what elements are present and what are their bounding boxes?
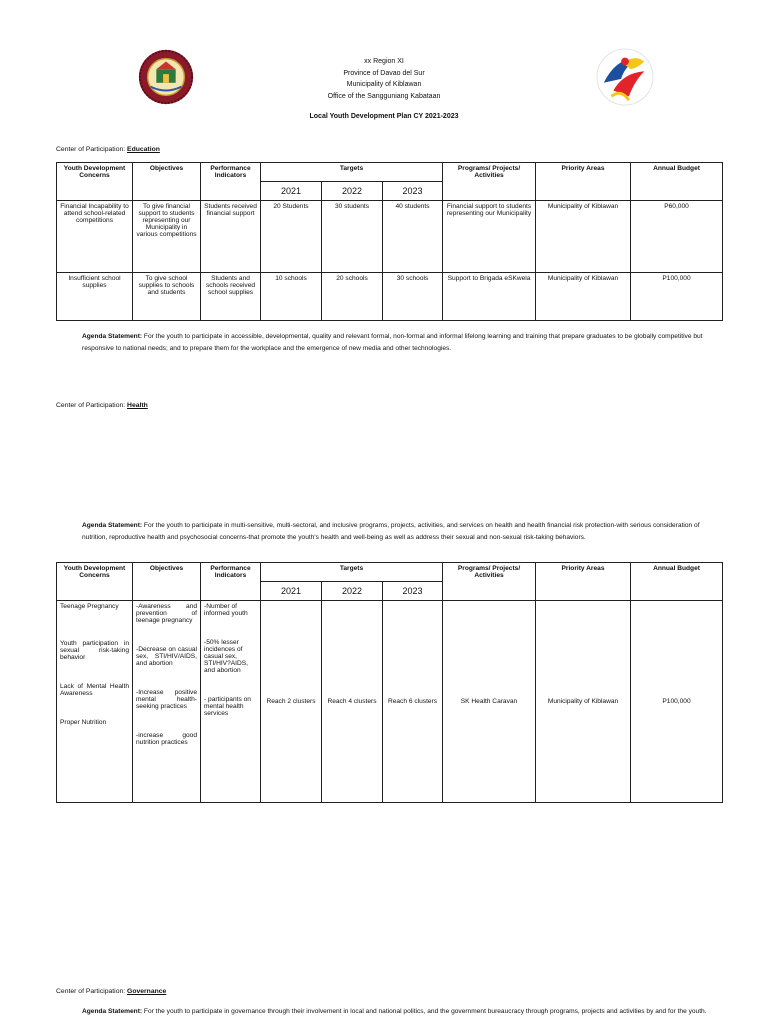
header-municipality: Municipality of Kiblawan: [346, 81, 422, 88]
col-objectives: Objectives: [133, 163, 201, 201]
col-budget: Annual Budget: [631, 563, 723, 601]
cell-target-2022: Reach 4 clusters: [322, 601, 383, 803]
cell-priority: Municipality of Kiblawan: [536, 201, 631, 273]
table-row: [57, 601, 723, 803]
cell-indicator: Students and schools received school supplies: [201, 273, 261, 321]
col-2022: 2022: [322, 582, 383, 601]
cell-budget: P60,000: [631, 201, 723, 273]
education-table: [56, 162, 723, 321]
col-indicators: Performance Indicators: [201, 563, 261, 601]
col-budget: Annual Budget: [631, 163, 723, 201]
col-concerns: Youth Development Concerns: [57, 163, 133, 201]
header-province: Province of Davao del Sur: [343, 69, 425, 77]
objective-item: -Awareness and prevention of teenage pregnancy: [136, 603, 197, 624]
cell-program: Financial support to students representing our Municipality: [443, 201, 536, 273]
health-agenda: [82, 520, 722, 543]
table-row: [57, 273, 723, 321]
table-row: [57, 201, 723, 273]
cell-target-2023: 30 schools: [383, 273, 443, 321]
cell-indicators: [201, 601, 261, 803]
cell-target-2021: 20 Students: [261, 201, 322, 273]
cell-indicator: Students received financial support: [201, 201, 261, 273]
cell-program: Support to Brigada eSKwela: [443, 273, 536, 321]
col-targets: Targets: [261, 163, 443, 182]
cell-target-2021: 10 schools: [261, 273, 322, 321]
col-indicators: Performance Indicators: [201, 163, 261, 201]
indicator-item: -50% lesser incidences of casual sex, STI/HIV?AIDS, and abortion: [204, 639, 248, 674]
agenda-text: For the youth to participate in governance through their involvement in local and national politics, and the government bureaucracy through programs, projects and activities by and for the youth.: [143, 1008, 707, 1015]
col-2023: 2023: [383, 582, 443, 601]
col-programs: Programs/ Projects/ Activities: [443, 163, 536, 201]
objective-item: -increase good nutrition practices: [136, 732, 197, 746]
header-region: xx Region XI: [364, 58, 404, 65]
col-objectives: Objectives: [133, 563, 201, 601]
col-2023: 2023: [383, 182, 443, 201]
agenda-label: Agenda Statement:: [82, 522, 144, 529]
agenda-text: For the youth to participate in multi-sensitive, multi-sectoral, and inclusive programs, projects, activities, and services on health and health financial risk protection-with serious consideration of nutrition, reproductive health and psychosocial concerns-that promote the youth's health and well-being as well as address their sexual and non-sexual risk-taking behaviors.: [82, 522, 700, 541]
document-title: Local Youth Development Plan CY 2021-2023: [309, 113, 459, 120]
cell-target-2022: 20 schools: [322, 273, 383, 321]
table-header-row: [57, 163, 723, 182]
cell-budget: P100,000: [631, 601, 723, 803]
col-programs: Programs/ Projects/ Activities: [443, 563, 536, 601]
cell-concern: Insufficient school supplies: [57, 273, 133, 321]
cell-objectives: [133, 601, 201, 803]
center-health: [56, 402, 148, 409]
cop-label: Center of Participation:: [56, 988, 128, 995]
center-governance: [56, 988, 166, 995]
col-2021: 2021: [261, 582, 322, 601]
cop-name: Education: [127, 146, 160, 153]
cell-target-2023: 40 students: [383, 201, 443, 273]
cell-priority: Municipality of Kiblawan: [536, 601, 631, 803]
concern-item: Proper Nutrition: [60, 719, 107, 726]
objective-item: -Increase positive mental health-seeking practices: [136, 689, 197, 710]
col-concerns: Youth Development Concerns: [57, 563, 133, 601]
objective-item: -Decrease on casual sex, STI/HIV/AIDS, and abortion: [136, 646, 197, 667]
cell-program: SK Health Caravan: [443, 601, 536, 803]
table-header-row: [57, 563, 723, 582]
col-priority: Priority Areas: [536, 163, 631, 201]
concern-item: Youth participation in sexual risk-taking behavior: [60, 640, 129, 661]
cop-label: Center of Participation:: [56, 146, 128, 153]
concern-item: Teenage Pregnancy: [60, 603, 119, 610]
cell-concerns: [57, 601, 133, 803]
cop-label: Center of Participation:: [56, 402, 128, 409]
col-2021: 2021: [261, 182, 322, 201]
cell-objective: To give financial support to students representing our Municipality in various competitions: [133, 201, 201, 273]
cell-objective: To give school supplies to schools and students: [133, 273, 201, 321]
governance-agenda: [82, 1006, 722, 1018]
cop-name: Governance: [127, 988, 167, 995]
cell-priority: Municipality of Kiblawan: [536, 273, 631, 321]
concern-item: Lack of Mental Health Awareness: [60, 683, 129, 697]
col-targets: Targets: [261, 563, 443, 582]
center-education: [56, 146, 160, 153]
agenda-label: Agenda Statement:: [82, 333, 144, 340]
agenda-label: Agenda Statement:: [82, 1008, 144, 1015]
cop-name: Health: [127, 402, 148, 409]
indicator-item: - participants on mental health services: [204, 696, 251, 717]
document-header: [0, 56, 768, 102]
indicator-item: -Number of informed youth: [204, 603, 248, 617]
header-office: Office of the Sangguniang Kabataan: [327, 92, 441, 100]
cell-concern: Financial Incapability to attend school-related competitions: [57, 201, 133, 273]
cell-target-2022: 30 students: [322, 201, 383, 273]
col-2022: 2022: [322, 182, 383, 201]
col-priority: Priority Areas: [536, 563, 631, 601]
agenda-text: For the youth to participate in accessible, developmental, quality and relevant formal, non-formal and informal lifelong learning and training that prepare graduates to be globally competitive but responsive to national needs; and to prepare them for the workplace and the emergence of new media and other technologies.: [82, 333, 703, 352]
education-agenda: [82, 331, 722, 354]
cell-target-2023: Reach 6 clusters: [383, 601, 443, 803]
cell-budget: P100,000: [631, 273, 723, 321]
health-table: [56, 562, 723, 803]
cell-target-2021: Reach 2 clusters: [261, 601, 322, 803]
